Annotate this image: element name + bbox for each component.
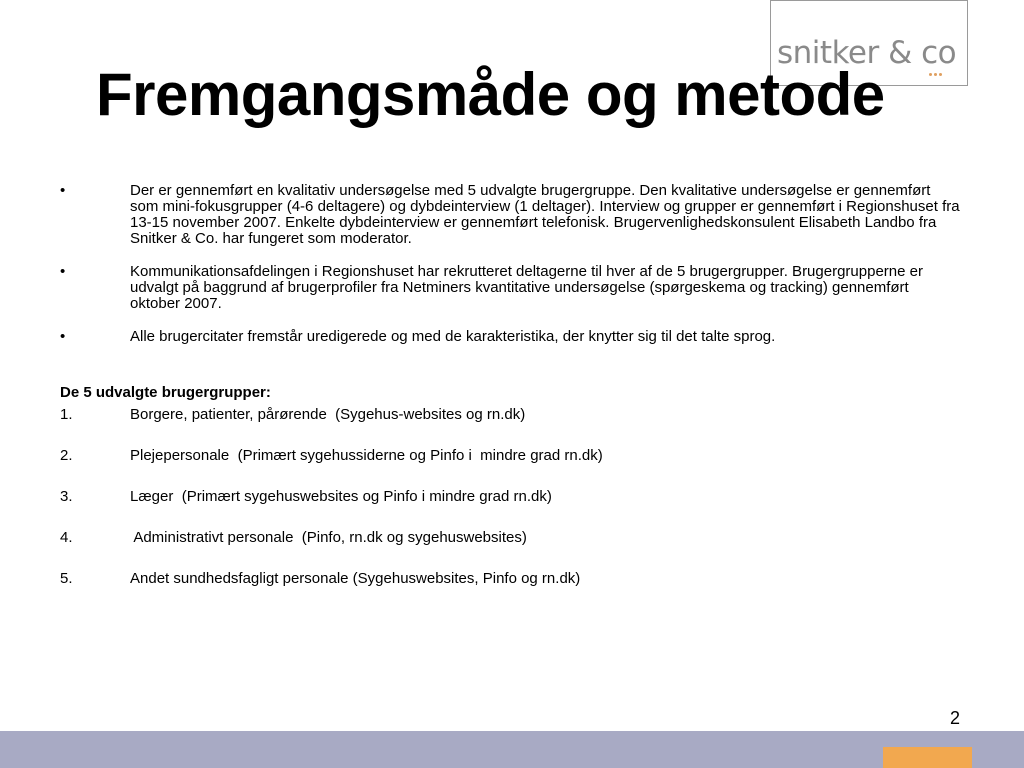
list-text: Læger (Primært sygehuswebsites og Pinfo i mindre grad rn.dk) — [130, 488, 552, 505]
list-item — [60, 530, 960, 546]
slide-content — [60, 183, 960, 587]
groups-heading: De 5 udvalgte brugergrupper: — [60, 384, 271, 401]
page-number: 2 — [950, 708, 961, 728]
bullet-item — [60, 329, 960, 345]
logo-dots-icon — [929, 73, 942, 76]
list-number: 3. — [60, 488, 73, 505]
slide-title: Fremgangsmåde og metode — [96, 61, 885, 128]
list-text: Andet sundhedsfagligt personale (Sygehuswebsites, Pinfo og rn.dk) — [130, 570, 581, 587]
bullet-marker: • — [60, 263, 66, 280]
bullet-text: Alle brugercitater fremstår uredigerede og med de karakteristika, der knytter sig til det talte sprog. — [130, 328, 776, 345]
bullet-item — [60, 264, 960, 312]
list-number: 5. — [60, 570, 73, 587]
footer-bar — [0, 731, 1024, 768]
list-item — [60, 448, 960, 464]
bullet-marker: • — [60, 182, 66, 199]
list-item — [60, 407, 960, 423]
bullet-text: Kommunikationsafdelingen i Regionshuset har rekrutteret deltagerne til hver af de 5 brugergrupper. Brugergrupperne er udvalgt på baggrund af brugerprofiler fra Netminers kvantitative undersøgelse (spørgeskema og tracking) gennemført oktober 2007. — [130, 263, 923, 312]
footer-accent — [883, 747, 972, 768]
numbered-list — [60, 407, 960, 587]
bullet-marker: • — [60, 328, 66, 345]
list-number: 4. — [60, 529, 73, 546]
list-number: 2. — [60, 447, 73, 464]
bullet-item — [60, 183, 960, 247]
list-item — [60, 489, 960, 505]
bullet-list — [60, 183, 960, 345]
list-item — [60, 571, 960, 587]
logo-text: snitker & co — [777, 35, 957, 71]
bullet-text: Der er gennemført en kvalitativ undersøgelse med 5 udvalgte brugergruppe. Den kvalitative undersøgelse er gennemført som mini-fokusgrupper (4-6 deltagere) og dybdeinterview (1 deltager). Interview og grupper er gennemført i Regionshuset fra 13-15 november 2007. Enkelte dybdeinterview er gennemført telefonisk. Brugervenlighedskonsulent Elisabeth Landbo fra Snitker & Co. har fungeret som moderator. — [130, 182, 960, 247]
list-text: Plejepersonale (Primært sygehussiderne og Pinfo i mindre grad rn.dk) — [130, 447, 603, 464]
list-number: 1. — [60, 406, 73, 423]
list-text: Administrativt personale (Pinfo, rn.dk og sygehuswebsites) — [130, 529, 527, 546]
list-text: Borgere, patienter, pårørende (Sygehus-websites og rn.dk) — [130, 406, 526, 423]
